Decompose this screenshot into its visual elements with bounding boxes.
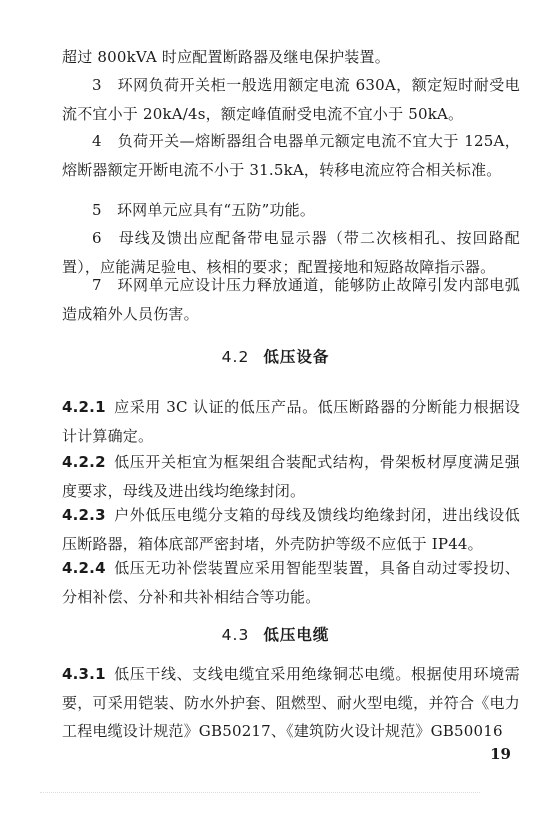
clause-text: 低压干线、支线电缆宜采用绝缘铜芯电缆。根据使用环境需要，可采用铠装、防水外护套、阻燃型、耐火型电缆，并符合《电力工程电缆设计规范》GB50217、《建筑防火设计规范》GB50016 <box>62 665 520 740</box>
clause-number: 4.3.1 <box>62 665 106 683</box>
clause-4-2-2 <box>62 448 520 505</box>
clause-text: 低压无功补偿装置应采用智能型装置，具备自动过零投切、分相补偿、分补和共补相结合等功能。 <box>62 559 520 606</box>
clause-4-3-1 <box>62 660 520 746</box>
clause-4-2-3 <box>62 501 520 558</box>
paragraph-continuation: 超过 800kVA 时应配置断路器及继电保护装置。 <box>62 48 390 66</box>
clause-number: 4.2.1 <box>62 398 106 416</box>
paragraph-item-5: 5 环网单元应具有“五防”功能。 <box>92 201 316 219</box>
section-title: 低压电缆 <box>263 626 330 644</box>
section-number: 4.3 <box>221 626 250 644</box>
clause-number: 4.2.2 <box>62 453 106 471</box>
clause-number: 4.2.4 <box>62 559 106 577</box>
clause-text: 低压开关柜宜为框架组合装配式结构，骨架板材厚度满足强度要求，母线及进出线均绝缘封闭。 <box>62 453 520 500</box>
section-heading-4-2 <box>0 345 551 367</box>
clause-text: 户外低压电缆分支箱的母线及馈线均绝缘封闭，进出线设低压断路器，箱体底部严密封堵，外壳防护等级不应低于 IP44。 <box>62 506 520 553</box>
clause-4-2-4 <box>62 554 520 611</box>
clause-4-2-1 <box>62 393 520 450</box>
section-heading-4-3 <box>0 623 551 645</box>
section-number: 4.2 <box>221 348 250 366</box>
clause-number: 4.2.3 <box>62 506 106 524</box>
paragraph-item-7: 7 环网单元应设计压力释放通道，能够防止故障引发内部电弧造成箱外人员伤害。 <box>62 276 520 323</box>
clause-text: 应采用 3C 认证的低压产品。低压断路器的分断能力根据设计计算确定。 <box>62 398 520 445</box>
section-title: 低压设备 <box>263 348 330 366</box>
paragraph-item-6: 6 母线及馈出应配备带电显示器（带二次核相孔、按回路配置），应能满足验电、核相的要求；配置接地和短路故障指示器。 <box>62 229 520 276</box>
paragraph-item-3: 3 环网负荷开关柜一般选用额定电流 630A，额定短时耐受电流不宜小于 20kA/4s，额定峰值耐受电流不宜小于 50kA。 <box>62 76 520 123</box>
footer-divider <box>40 792 480 793</box>
page-number: 19 <box>490 745 511 763</box>
paragraph-item-4: 4 负荷开关—熔断器组合电器单元额定电流不宜大于 125A，熔断器额定开断电流不小于 31.5kA，转移电流应符合相关标准。 <box>62 132 520 179</box>
